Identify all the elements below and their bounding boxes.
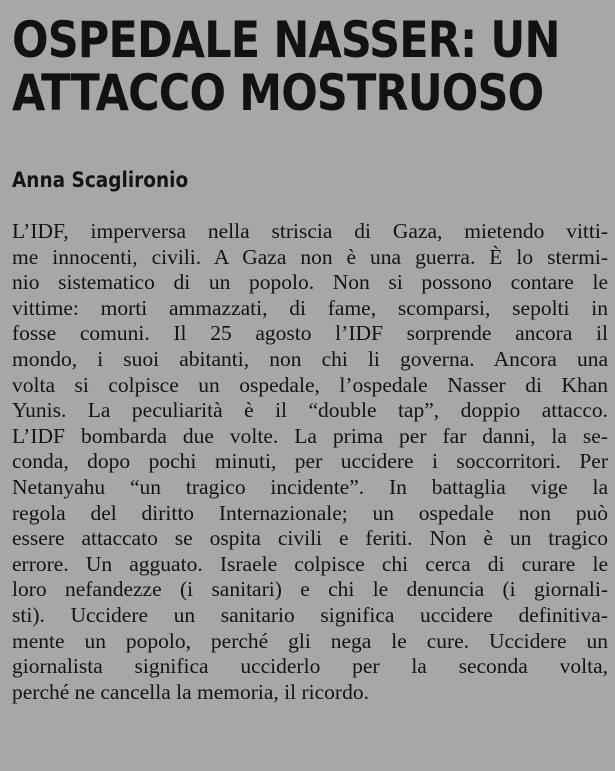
body-line: L’IDF bombarda due volte. La prima per far danni, la se- bbox=[12, 423, 608, 448]
body-line: mondo, i suoi abitanti, non chi li governa. Ancora una bbox=[12, 346, 608, 371]
body-line: perché ne cancella la memoria, il ricordo. bbox=[12, 679, 369, 704]
body-line: loro nefandezze (i sanitari) e chi le denuncia (i giornali- bbox=[12, 577, 608, 602]
body-line: conda, dopo pochi minuti, per uccidere i soccorritori. Per bbox=[12, 449, 608, 474]
headline-line-1: OSPEDALE NASSER: UN bbox=[12, 11, 560, 69]
headline-line-2: ATTACCO MOSTRUOSO bbox=[12, 64, 544, 122]
body-line: fosse comuni. Il 25 agosto l’IDF sorprende ancora il bbox=[12, 321, 608, 346]
body-line: Netanyahu “un tragico incidente”. In battaglia vige la bbox=[12, 474, 608, 499]
body-line: mente un popolo, perché gli nega le cure. Uccidere un bbox=[12, 628, 608, 653]
author-byline: Anna Scaglironio bbox=[12, 168, 189, 192]
body-line: giornalista significa ucciderlo per la seconda volta, bbox=[12, 654, 608, 679]
article-body bbox=[12, 219, 608, 705]
body-line: me innocenti, civili. A Gaza non è una guerra. È lo stermi- bbox=[12, 244, 608, 269]
body-line: errore. Un agguato. Israele colpisce chi cerca di curare le bbox=[12, 551, 608, 576]
body-line: essere attaccato se ospita civili e feriti. Non è un tragico bbox=[12, 526, 608, 551]
headline bbox=[12, 11, 597, 122]
body-line: sti). Uccidere un sanitario significa uccidere definitiva- bbox=[12, 602, 608, 627]
body-line: volta si colpisce un ospedale, l’ospedale Nasser di Khan bbox=[12, 372, 608, 397]
body-line: regola del diritto Internazionale; un ospedale non può bbox=[12, 500, 608, 525]
body-line: Yunis. La peculiarità è il “double tap”, doppio attacco. bbox=[12, 398, 608, 423]
body-line: nio sistematico di un popolo. Non si possono contare le bbox=[12, 270, 608, 295]
body-line: vittime: morti ammazzati, di fame, scomparsi, sepolti in bbox=[12, 295, 608, 320]
body-line: L’IDF, imperversa nella striscia di Gaza, mietendo vitti- bbox=[12, 219, 608, 243]
